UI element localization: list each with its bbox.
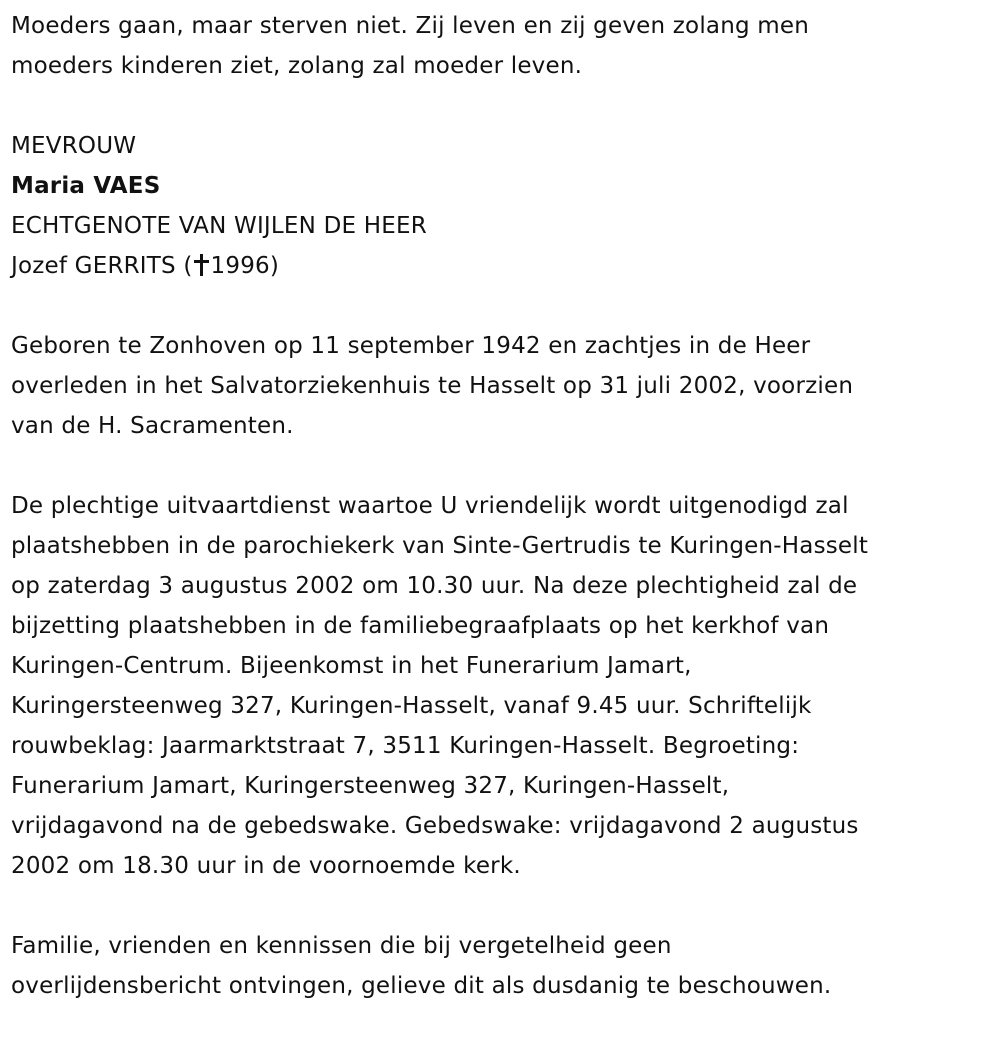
honorific: MEVROUW <box>11 133 137 159</box>
cross-icon <box>194 254 208 276</box>
funeral-line-5: Kuringen-Centrum. Bijeenkomst in het Funerarium Jamart, <box>11 653 692 679</box>
birth-death-paragraph <box>11 326 991 446</box>
quote-line-2: moeders kinderen ziet, zolang zal moeder leven. <box>11 53 583 79</box>
paragraph-gap <box>11 86 991 126</box>
funeral-line-4: bijzetting plaatshebben in de familiebegraafplaats op het kerkhof van <box>11 613 830 639</box>
deceased-block <box>11 126 991 286</box>
spouse-name: Jozef GERRITS ( <box>11 253 193 279</box>
deceased-name: Maria VAES <box>11 173 161 199</box>
funeral-line-6: Kuringersteenweg 327, Kuringen-Hasselt, vanaf 9.45 uur. Schriftelijk <box>11 693 812 719</box>
closing-line-1: Familie, vrienden en kennissen die bij vergetelheid geen <box>11 933 672 959</box>
funeral-line-10: 2002 om 18.30 uur in de voornoemde kerk. <box>11 853 521 879</box>
funeral-line-9: vrijdagavond na de gebedswake. Gebedswake: vrijdagavond 2 augustus <box>11 813 859 839</box>
death-notice <box>11 6 991 1006</box>
funeral-line-7: rouwbeklag: Jaarmarktstraat 7, 3511 Kuringen-Hasselt. Begroeting: <box>11 733 800 759</box>
funeral-line-2: plaatshebben in de parochiekerk van Sinte-Gertrudis te Kuringen-Hasselt <box>11 533 869 559</box>
funeral-line-3: op zaterdag 3 augustus 2002 om 10.30 uur. Na deze plechtigheid zal de <box>11 573 858 599</box>
relation-line: ECHTGENOTE VAN WIJLEN DE HEER <box>11 213 427 239</box>
spouse-death-year: 1996) <box>210 253 280 279</box>
paragraph-gap <box>11 446 991 486</box>
quote-paragraph <box>11 6 991 86</box>
closing-paragraph <box>11 926 991 1006</box>
birth-death-line-1: Geboren te Zonhoven op 11 september 1942 en zachtjes in de Heer <box>11 333 811 359</box>
quote-line-1: Moeders gaan, maar sterven niet. Zij leven en zij geven zolang men <box>11 13 810 39</box>
birth-death-line-2: overleden in het Salvatorziekenhuis te Hasselt op 31 juli 2002, voorzien <box>11 373 854 399</box>
funeral-line-8: Funerarium Jamart, Kuringersteenweg 327, Kuringen-Hasselt, <box>11 773 730 799</box>
paragraph-gap <box>11 886 991 926</box>
spouse-line <box>11 246 991 286</box>
closing-line-2: overlijdensbericht ontvingen, gelieve dit als dusdanig te beschouwen. <box>11 973 832 999</box>
birth-death-line-3: van de H. Sacramenten. <box>11 413 294 439</box>
paragraph-gap <box>11 286 991 326</box>
funeral-line-1: De plechtige uitvaartdienst waartoe U vriendelijk wordt uitgenodigd zal <box>11 493 849 519</box>
funeral-paragraph <box>11 486 991 886</box>
